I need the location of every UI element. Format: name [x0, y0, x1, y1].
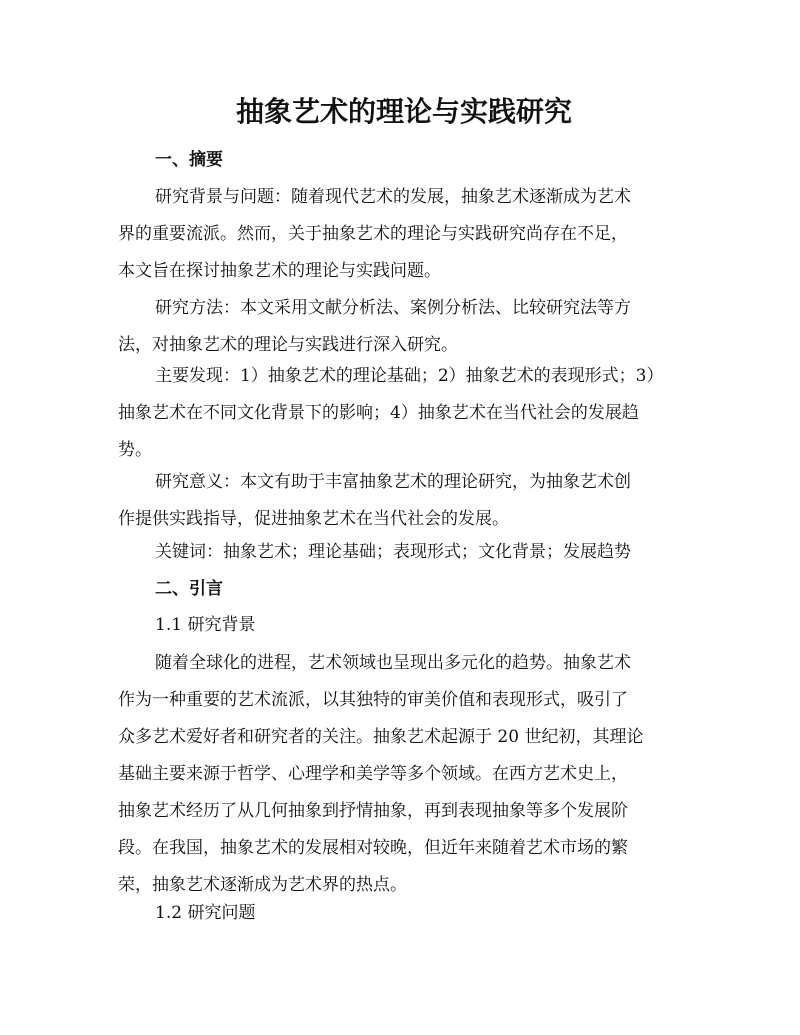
- abstract-background-paragraph: [118, 179, 678, 290]
- paragraph-line: 众多艺术爱好者和研究者的关注。抽象艺术起源于 20 世纪初，其理论: [118, 727, 644, 747]
- paragraph-line: 随着全球化的进程，艺术领域也呈现出多元化的趋势。抽象艺术: [155, 653, 631, 673]
- paragraph-line: 基础主要来源于哲学、心理学和美学等多个领域。在西方艺术史上，: [118, 764, 628, 784]
- paragraph-line: 抽象艺术在不同文化背景下的影响；4）抽象艺术在当代社会的发展趋: [118, 403, 639, 423]
- abstract-findings-paragraph: [118, 358, 678, 469]
- paragraph-line: 势。: [118, 440, 152, 460]
- abstract-heading: 一、摘要: [155, 150, 223, 170]
- abstract-keywords: [118, 534, 678, 571]
- paragraph-line: 界的重要流派。然而，关于抽象艺术的理论与实践研究尚存在不足，: [118, 224, 628, 244]
- paragraph-line: 研究意义：本文有助于丰富抽象艺术的理论研究，为抽象艺术创: [155, 472, 631, 492]
- paragraph-line: 作提供实践指导，促进抽象艺术在当代社会的发展。: [118, 509, 509, 529]
- paragraph-line: 本文旨在探讨抽象艺术的理论与实践问题。: [118, 261, 441, 281]
- paragraph-line: 荣，抽象艺术逐渐成为艺术界的热点。: [118, 875, 407, 895]
- paragraph-line: 研究背景与问题：随着现代艺术的发展，抽象艺术逐渐成为艺术: [155, 187, 631, 207]
- document-title: 抽象艺术的理论与实践研究: [235, 95, 572, 128]
- abstract-methods-paragraph: [118, 290, 678, 364]
- abstract-significance-paragraph: [118, 464, 678, 538]
- introduction-heading: 二、引言: [155, 579, 223, 599]
- paragraph-line: 抽象艺术经历了从几何抽象到抒情抽象，再到表现抽象等多个发展阶: [118, 801, 628, 821]
- section-1-1-paragraph: [118, 645, 678, 904]
- keywords-line: 关键词：抽象艺术；理论基础；表现形式；文化背景；发展趋势: [155, 542, 631, 562]
- section-1-1-heading: 1.1 研究背景: [155, 615, 256, 635]
- section-1-2-heading: 1.2 研究问题: [155, 903, 256, 923]
- paragraph-line: 研究方法：本文采用文献分析法、案例分析法、比较研究法等方: [155, 298, 631, 318]
- paragraph-line: 段。在我国，抽象艺术的发展相对较晚，但近年来随着艺术市场的繁: [118, 838, 628, 858]
- paragraph-line: 法，对抽象艺术的理论与实践进行深入研究。: [118, 335, 458, 355]
- paragraph-line: 主要发现：1）抽象艺术的理论基础；2）抽象艺术的表现形式；3）: [155, 366, 664, 386]
- paragraph-line: 作为一种重要的艺术流派，以其独特的审美价值和表现形式，吸引了: [118, 690, 628, 710]
